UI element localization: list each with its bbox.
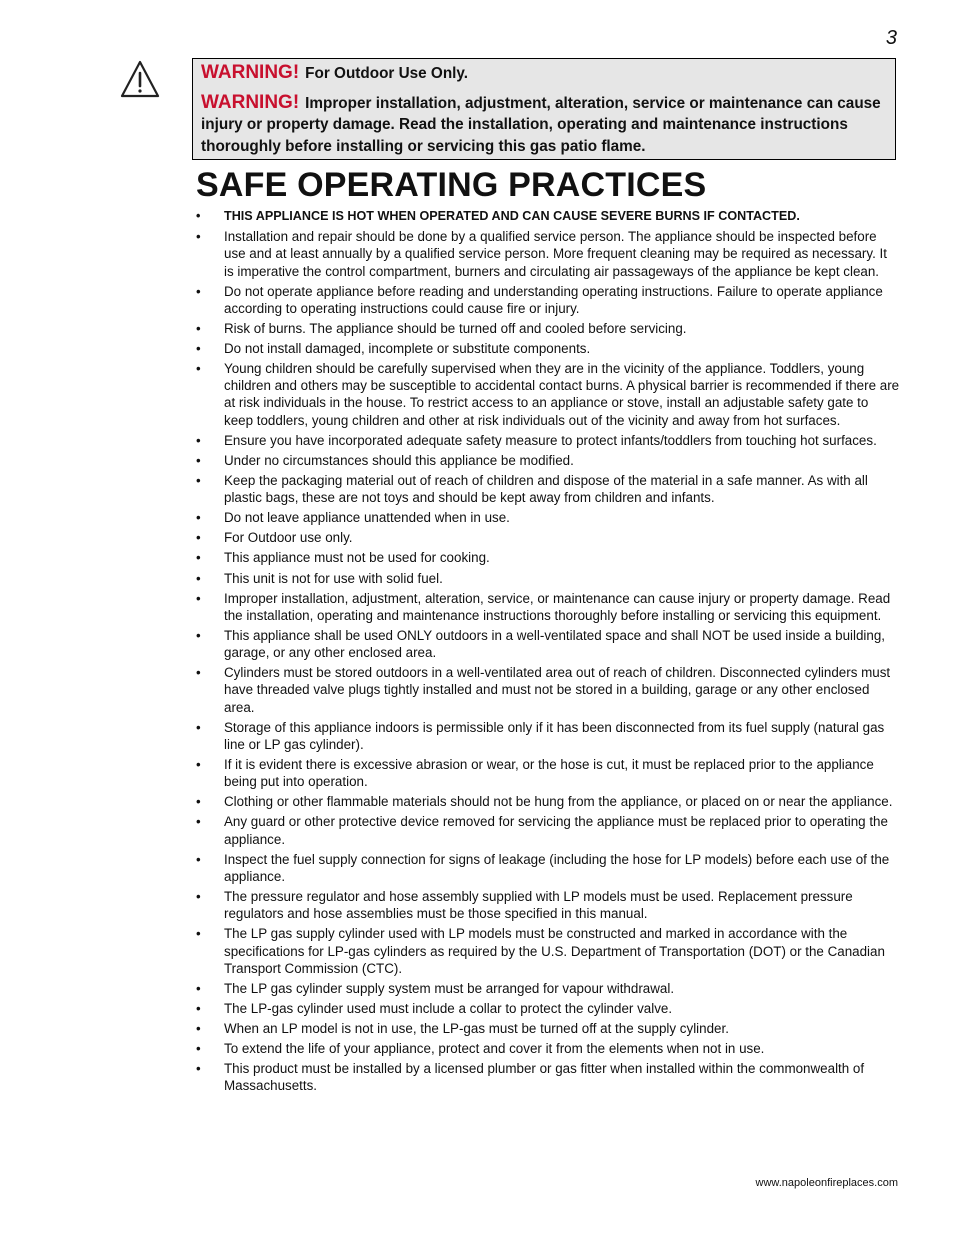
bullet-icon: • bbox=[196, 530, 201, 546]
warning-installation-line bbox=[201, 92, 887, 158]
list-item bbox=[196, 208, 900, 225]
bullet-icon: • bbox=[196, 361, 201, 377]
list-item bbox=[196, 570, 900, 587]
bullet-icon: • bbox=[196, 510, 201, 526]
list-item-text: Clothing or other flammable materials should not be hung from the appliance, or placed on or near the appliance. bbox=[224, 794, 893, 810]
list-item bbox=[196, 432, 900, 449]
list-item bbox=[196, 590, 900, 624]
bullet-icon: • bbox=[196, 283, 201, 299]
list-item bbox=[196, 664, 900, 716]
bullet-icon: • bbox=[196, 590, 201, 606]
list-item bbox=[196, 1060, 900, 1094]
list-item bbox=[196, 320, 900, 337]
bullet-icon: • bbox=[196, 794, 201, 810]
list-item-text: To extend the life of your appliance, protect and cover it from the elements when not in use. bbox=[224, 1041, 765, 1057]
list-item bbox=[196, 719, 900, 753]
list-item-text: This unit is not for use with solid fuel. bbox=[224, 570, 443, 586]
list-item-text: Risk of burns. The appliance should be turned off and cooled before servicing. bbox=[224, 320, 687, 336]
list-item-text: The LP gas cylinder supply system must be arranged for vapour withdrawal. bbox=[224, 980, 675, 996]
bullet-icon: • bbox=[196, 432, 201, 448]
list-item bbox=[196, 452, 900, 469]
warning-box bbox=[192, 58, 896, 160]
list-item bbox=[196, 340, 900, 357]
list-item-text: Do not operate appliance before reading and understanding operating instructions. Failure to operate appliance according to operating instructions could cause fire or injury. bbox=[224, 283, 883, 316]
list-item-text: This appliance shall be used ONLY outdoors in a well-ventilated space and shall NOT be used inside a building, garage, or any other enclosed area. bbox=[224, 627, 886, 661]
list-item-text: The LP gas supply cylinder used with LP models must be constructed and marked in accordance with the specifications for LP-gas cylinders as required by the U.S. Department of Transportation (DOT) or the Canadian Transport Commission (CTC). bbox=[224, 926, 885, 976]
list-item bbox=[196, 509, 900, 526]
list-item-text: Young children should be carefully supervised when they are in the vicinity of the appliance. Toddlers, young children and others may be susceptible to accidental contact burns. A physical barrier is recommended if there are at risk individuals in the house. To restrict access to an appliance or stove, install an adjustable safety gate to keep toddlers, young children and other at risk individuals out of the vicinity and away from hot surfaces. bbox=[224, 361, 900, 428]
list-item bbox=[196, 627, 900, 661]
list-item-text: Do not leave appliance unattended when in use. bbox=[224, 510, 510, 526]
list-item bbox=[196, 472, 900, 506]
bullet-icon: • bbox=[196, 1021, 201, 1036]
list-item-text: This appliance must not be used for cooking. bbox=[224, 550, 490, 566]
list-item bbox=[196, 813, 900, 847]
bullet-icon: • bbox=[196, 851, 201, 867]
list-item-text: The pressure regulator and hose assembly supplied with LP models must be used. Replacement pressure regulators and hose assemblies must be those specified in this manual. bbox=[224, 889, 853, 922]
list-item bbox=[196, 283, 900, 317]
bullet-icon: • bbox=[196, 1000, 201, 1016]
list-item-text: For Outdoor use only. bbox=[224, 530, 353, 546]
bullet-icon: • bbox=[196, 719, 201, 735]
list-item bbox=[196, 228, 900, 280]
list-item bbox=[196, 549, 900, 566]
list-item bbox=[196, 925, 900, 977]
bullet-icon: • bbox=[196, 472, 201, 488]
bullet-icon: • bbox=[196, 229, 201, 245]
list-item-text: Installation and repair should be done by a qualified service person. The appliance should be inspected before use and at least annually by a qualified service person. More frequent cleaning may be required as necessary. It is imperative the control compartment, burners and circulating air passageways of the appliance be kept clean. bbox=[224, 229, 887, 279]
list-item-text: Any guard or other protective device removed for servicing the appliance must be replaced prior to operating the appliance. bbox=[224, 814, 888, 847]
list-item-text: THIS APPLIANCE IS HOT WHEN OPERATED AND CAN CAUSE SEVERE BURNS IF CONTACTED. bbox=[224, 209, 800, 223]
list-item bbox=[196, 756, 900, 790]
list-item-text: When an LP model is not in use, the LP-gas must be turned off at the supply cylinder. bbox=[224, 1021, 729, 1036]
page-number: 3 bbox=[885, 27, 897, 49]
list-item bbox=[196, 529, 900, 546]
bullet-icon: • bbox=[196, 757, 201, 773]
list-item-text: Cylinders must be stored outdoors in a well-ventilated area out of reach of children. Disconnected cylinders must have threaded valve plugs tightly installed and must not be stored in a building, garage or any other enclosed area. bbox=[224, 665, 891, 715]
list-item bbox=[196, 888, 900, 922]
list-item-text: Under no circumstances should this appliance be modified. bbox=[224, 452, 574, 468]
list-item-text: The LP-gas cylinder used must include a collar to protect the cylinder valve. bbox=[224, 1000, 673, 1016]
list-item bbox=[196, 1020, 900, 1037]
list-item bbox=[196, 793, 900, 810]
list-item-text: Do not install damaged, incomplete or substitute components. bbox=[224, 340, 591, 356]
page-title: SAFE OPERATING PRACTICES bbox=[196, 166, 707, 204]
list-item bbox=[196, 851, 900, 885]
list-item-text: Ensure you have incorporated adequate safety measure to protect infants/toddlers from touching hot surfaces. bbox=[224, 432, 877, 448]
bullet-icon: • bbox=[196, 889, 201, 905]
bullet-icon: • bbox=[196, 452, 201, 468]
list-item-text: Keep the packaging material out of reach of children and dispose of the material in a safe manner. As with all plastic bags, these are not toys and should be kept away from children and infants. bbox=[224, 472, 868, 506]
bullet-icon: • bbox=[196, 320, 201, 336]
list-item bbox=[196, 980, 900, 997]
list-item-text: Improper installation, adjustment, alteration, service, or maintenance can cause injury or property damage. Read the installation, operating and maintenance instructions thoroughly before installing or servicing this equipment. bbox=[224, 590, 891, 623]
warning-triangle-icon bbox=[119, 59, 161, 99]
bullet-icon: • bbox=[196, 665, 201, 681]
list-item-text: This product must be installed by a licensed plumber or gas fitter when installed within the commonwealth of Massachusetts. bbox=[224, 1061, 865, 1094]
bullet-icon: • bbox=[196, 1061, 201, 1077]
bullet-icon: • bbox=[196, 209, 201, 223]
warning-label: WARNING! bbox=[201, 91, 300, 113]
warning-installation-text: Improper installation, adjustment, alteration, service or maintenance can cause injury or property damage. Read the installation, operating and maintenance instructions thoroughly before installing or servicing this gas patio flame. bbox=[201, 94, 881, 155]
list-item-text: Inspect the fuel supply connection for signs of leakage (including the hose for LP models) before each use of the appliance. bbox=[224, 851, 890, 884]
bullet-icon: • bbox=[196, 1041, 201, 1057]
bullet-icon: • bbox=[196, 570, 201, 586]
bullet-icon: • bbox=[196, 550, 201, 566]
bullet-icon: • bbox=[196, 814, 201, 830]
bullet-icon: • bbox=[196, 340, 201, 356]
list-item-text: If it is evident there is excessive abrasion or wear, or the hose is cut, it must be replaced prior to the appliance being put into operation. bbox=[224, 757, 874, 790]
warning-outdoor-line bbox=[201, 62, 887, 85]
bullet-icon: • bbox=[196, 627, 201, 643]
footer-url: www.napoleonfireplaces.com bbox=[755, 1177, 898, 1189]
bullet-icon: • bbox=[196, 926, 201, 942]
bullet-icon: • bbox=[196, 980, 201, 996]
list-item bbox=[196, 1040, 900, 1057]
warning-outdoor-text: For Outdoor Use Only. bbox=[305, 65, 469, 82]
warning-label: WARNING! bbox=[201, 62, 300, 83]
safety-practices-list bbox=[196, 208, 900, 1097]
list-item-text: Storage of this appliance indoors is permissible only if it has been disconnected from its fuel supply (natural gas line or LP gas cylinder). bbox=[224, 719, 885, 752]
list-item bbox=[196, 1000, 900, 1017]
list-item bbox=[196, 360, 900, 429]
